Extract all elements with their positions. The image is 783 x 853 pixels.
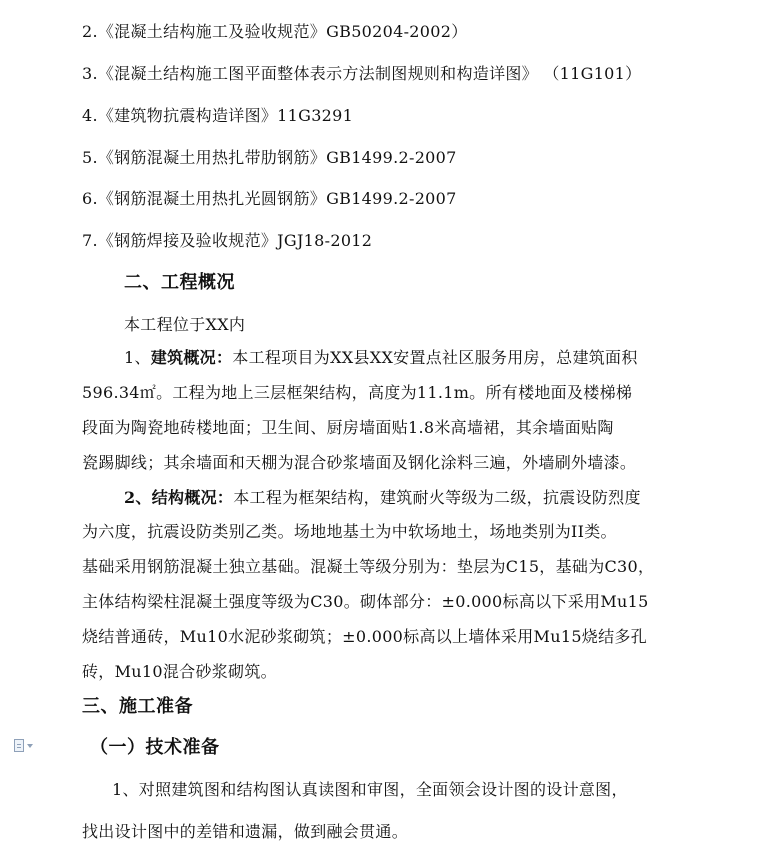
structure-overview-label: 结构概况： [151,488,234,507]
structure-overview-text-4: 主体结构梁柱混凝土强度等级为C30。砌体部分：±0.000标高以下采用Mu15 [82,592,649,611]
page-glyph-icon [14,739,24,752]
project-location: 本工程位于XX内 [124,315,246,334]
structure-overview-text-6: 砖，Mu10混合砂浆砌筑。 [82,662,277,681]
section-heading-preparation: 三、施工准备 [82,696,193,717]
structure-overview-text-2: 为六度，抗震设防类别乙类。场地地基土为中软场地土，场地类别为II类。 [82,522,617,541]
building-overview-text-1: 本工程项目为XX县XX安置点社区服务用房，总建筑面积 [232,348,638,367]
building-overview-text-2: 596.34㎡。工程为地上三层框架结构，高度为11.1m。所有楼地面及楼梯梯 [82,383,633,402]
subheading-technical-preparation: （一）技术准备 [90,737,220,758]
structure-overview-text-1: 本工程为框架结构，建筑耐火等级为二级，抗震设防烈度 [233,488,641,507]
building-overview-label: 建筑概况： [150,348,233,367]
building-overview-text-3: 段面为陶瓷地砖楼地面；卫生间、厨房墙面贴1.8米高墙裙，其余墙面贴陶 [82,418,614,437]
reference-item-5: 5.《钢筋混凝土用热扎带肋钢筋》GB1499.2-2007 [82,148,457,167]
reference-item-4: 4.《建筑物抗震构造详图》11G3291 [82,106,354,125]
structure-overview-text-5: 烧结普通砖，Mu10水泥砂浆砌筑；±0.000标高以上墙体采用Mu15烧结多孔 [82,627,648,646]
reference-item-2: 2.《混凝土结构施工及验收规范》GB50204-2002） [82,22,468,41]
building-overview-text-4: 瓷踢脚线；其余墙面和天棚为混合砂浆墙面及钢化涂料三遍，外墙刷外墙漆。 [82,453,637,472]
document-icon[interactable] [14,736,42,754]
reference-item-6: 6.《钢筋混凝土用热扎光圆钢筋》GB1499.2-2007 [82,189,457,208]
reference-item-3: 3.《混凝土结构施工图平面整体表示方法制图规则和构造详图》 （11G101） [82,64,642,83]
building-overview-first-line: 1、建筑概况：本工程项目为XX县XX安置点社区服务用房，总建筑面积 [124,348,638,367]
technical-item-1-line-1: 1、对照建筑图和结构图认真读图和审图，全面领会设计图的设计意图， [112,780,628,799]
reference-item-7: 7.《钢筋焊接及验收规范》JGJ18-2012 [82,231,373,250]
chevron-down-icon [27,744,33,748]
structure-overview-first-line: 2、结构概况：本工程为框架结构，建筑耐火等级为二级，抗震设防烈度 [124,488,641,507]
section-heading-overview: 二、工程概况 [124,272,235,293]
technical-item-1-line-2: 找出设计图中的差错和遗漏，做到融会贯通。 [82,822,409,841]
structure-overview-text-3: 基础采用钢筋混凝土独立基础。混凝土等级分别为：垫层为C15，基础为C30， [82,557,655,576]
